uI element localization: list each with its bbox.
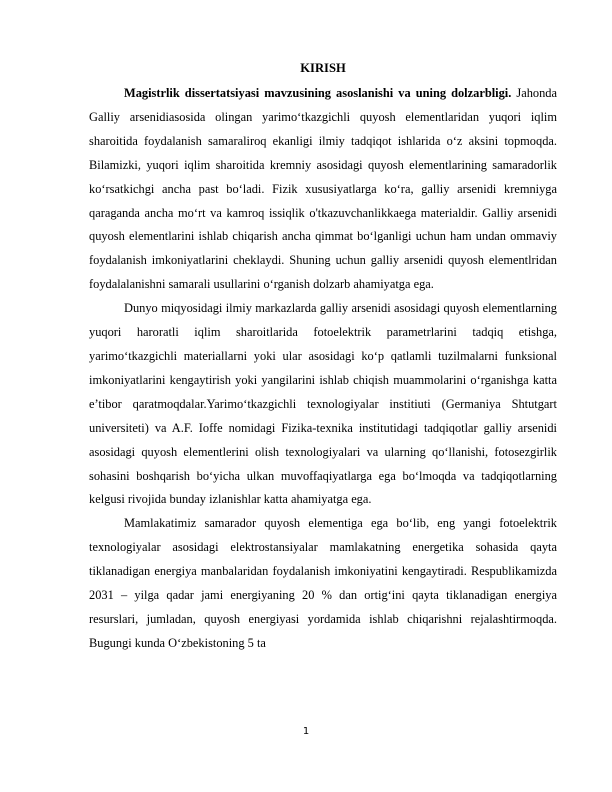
paragraph-1 [89,82,557,297]
paragraph-1-text: Jahonda Galliy arsenidiasosida olingan yarimo‘tkazgichli quyosh elementlaridan yuqori iqlim sharoitida foydalanish samaraliroq ekanligi ilmiy tadqiqot ishlarida o‘z aksini topmoqda. Bilamizki, yuqori iqlim sharoitida kremniy asosidagi quyosh elementlarining samaradorlik ko‘rsatkichgi ancha past bo‘ladi. Fizik xususiyatlarga ko‘ra, galliy arsenidi kremniyga qaraganda ancha mo‘rt va kamroq issiqlik o'tkazuvchanlikkaega materialdir. Galliy arsenidi quyosh elementlarini ishlab chiqarish ancha qimmat bo‘lganligi uchun ham undan ommaviy foydalanish imkoniyatlarini cheklaydi. Shuning uchun galliy arsenidi quyosh elementlridan foydalalanishni samarali usullarini o‘rganish dolzarb ahamiyatga ega. [89,86,557,292]
paragraph-1-lead: Magistrlik dissertatsiyasi mavzusining asoslanishi va uning dolzarbligi. [124,86,512,100]
page-content [89,59,557,656]
paragraph-3: Mamlakatimiz samarador quyosh elementiga ega bo‘lib, eng yangi fotoelektrik texnologiyalar asosidagi elektrostansiyalar mamlakatning energetika sohasida qayta tiklanadigan energiya manbalaridan foydalanish imkoniyatini kengaytiradi. Respublikamizda 2031 – yilga qadar jami energiyaning 20 % dan ortig‘ini qayta tiklanadigan energiya resurslari, jumladan, quyosh energiyasi yordamida ishlab chiqarishni rejalashtirmoqda. Bugungi kunda O‘zbekistoning 5 ta [89,516,557,650]
document-title: KIRISH [300,61,346,75]
paragraph-2: Dunyo miqyosidagi ilmiy markazlarda galliy arsenidi asosidagi quyosh elementlarning yuqori haroratli iqlim sharoitlarida fotoelektrik parametrlarini tadqiq etishga, yarimo‘tkazgichli materiallarni yoki ular asosidagi ko‘p qatlamli tuzilmalarni funksional imkoniyatlarini kengaytirish yoki yangilarini ishlab chiqish muammolarini o‘rganishga katta e’tibor qaratmoqdalar.Yarimo‘tkazgichli texnologiyalar institiuti (Germaniya Shtutgart universiteti) va A.F. Ioffe nomidagi Fizika-texnika institutidagi tadqiqotlar galliy arsenidi asosidagi quyosh elementlerini olish texnologiyalari va ularning qo‘llanishi, fotosezgirlik sohasini boshqarish bo‘yicha ulkan muvoffaqiyatlarga ega bo‘lmoqda va tadqiqotlarning kelgusi rivojida bunday izlanishlar katta ahamiyatga ega. [89,301,557,507]
page-number: 1 [302,726,310,737]
